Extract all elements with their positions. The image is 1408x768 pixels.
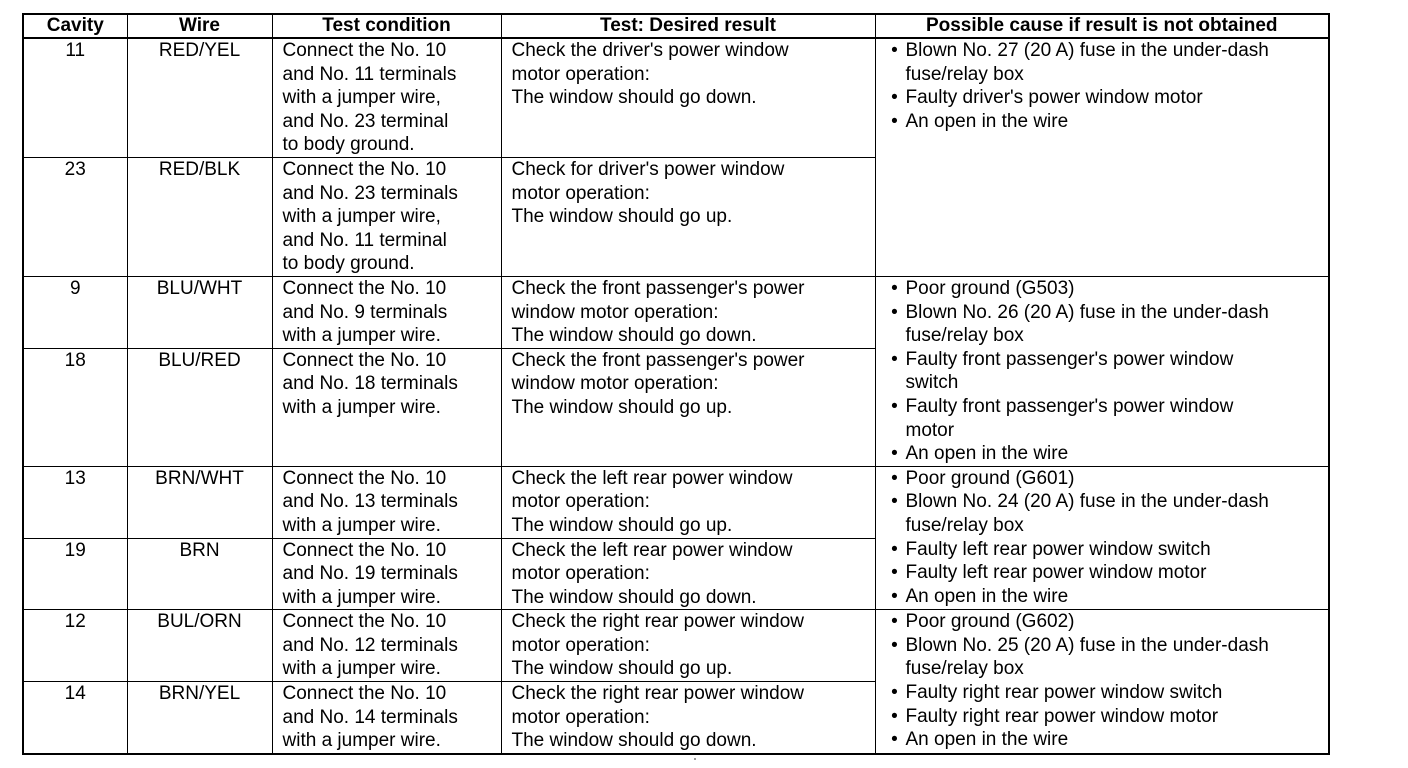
condition-cell <box>272 38 501 157</box>
bullet-icon: • <box>891 40 898 61</box>
cause-text: Faulty front passenger's power window motor <box>905 395 1234 441</box>
bullet-icon: • <box>891 538 898 560</box>
condition-text: Connect the No. 10 and No. 13 terminals with a jumper wire. <box>282 467 458 536</box>
result-text: The window should go down. <box>511 325 757 347</box>
condition-text: Connect the No. 10 and No. 9 terminals with a jumper wire. <box>282 277 448 347</box>
bullet-icon: • <box>891 348 898 370</box>
condition-text: Connect the No. 10 and No. 18 terminals with a jumper wire. <box>282 349 458 418</box>
cavity-cell: 18 <box>23 348 127 466</box>
condition-cell <box>272 466 501 538</box>
cavity-cell: 9 <box>23 276 127 348</box>
condition-text: Connect the No. 10 and No. 23 terminals with a jumper wire, and No. 11 terminal to body ground. <box>282 158 458 275</box>
desired-result-cell <box>501 610 875 682</box>
bullet-icon: • <box>891 87 898 109</box>
cavity-cell: 23 <box>23 157 127 276</box>
list-item <box>888 395 1329 442</box>
list-item <box>888 86 1329 110</box>
check-text: Check the right rear power window motor operation: <box>511 611 805 656</box>
cavity-cell: 14 <box>23 682 127 754</box>
check-text: Check the front passenger's power window motor operation: <box>511 349 805 395</box>
check-text: Check the right rear power window motor operation: <box>511 683 805 728</box>
condition-cell <box>272 682 501 754</box>
condition-cell <box>272 348 501 466</box>
result-text: The window should go up. <box>511 514 733 536</box>
list-item <box>888 610 1329 634</box>
desired-result-cell <box>501 157 875 276</box>
bullet-icon: • <box>891 634 898 656</box>
cause-text: An open in the wire <box>905 729 1069 751</box>
list-item <box>888 467 1329 491</box>
condition-cell <box>272 538 501 610</box>
wire-cell: BUL/ORN <box>127 610 272 682</box>
result-text: The window should go down. <box>511 730 757 752</box>
wire-cell: BRN <box>127 538 272 610</box>
cause-text: Faulty left rear power window motor <box>905 562 1207 584</box>
desired-result-cell <box>501 538 875 610</box>
wire-cell: BRN/WHT <box>127 466 272 538</box>
wire-cell: BLU/WHT <box>127 276 272 348</box>
result-text: The window should go up. <box>511 396 733 418</box>
header-possible-cause: Possible cause if result is not obtained <box>875 14 1329 38</box>
bullet-icon: • <box>891 611 898 633</box>
cause-text: Poor ground (G602) <box>905 611 1075 633</box>
cause-list <box>888 39 1329 133</box>
list-item <box>888 110 1329 134</box>
cause-text: An open in the wire <box>905 443 1069 465</box>
check-text: Check for driver's power window motor operation: <box>511 158 785 204</box>
bullet-icon: • <box>891 467 898 489</box>
cause-cell <box>875 466 1329 610</box>
condition-text: Connect the No. 10 and No. 12 terminals with a jumper wire. <box>282 611 458 680</box>
cause-text: Blown No. 26 (20 A) fuse in the under-dash fuse/relay box <box>905 301 1269 347</box>
cause-text: Faulty front passenger's power window switch <box>905 348 1234 394</box>
condition-text: Connect the No. 10 and No. 19 terminals with a jumper wire. <box>282 539 458 608</box>
cause-text: Faulty right rear power window motor <box>905 705 1219 727</box>
desired-result-cell <box>501 276 875 348</box>
list-item <box>888 561 1329 585</box>
condition-text: Connect the No. 10 and No. 14 terminals with a jumper wire. <box>282 683 458 752</box>
cause-text: An open in the wire <box>905 585 1069 607</box>
bullet-icon: • <box>891 277 898 299</box>
list-item <box>888 705 1329 729</box>
scan-speck <box>694 758 696 760</box>
cause-text: Faulty left rear power window switch <box>905 538 1211 560</box>
condition-cell <box>272 610 501 682</box>
bullet-icon: • <box>891 395 898 417</box>
bullet-icon: • <box>891 729 898 751</box>
cavity-cell: 19 <box>23 538 127 610</box>
bullet-icon: • <box>891 110 898 132</box>
bullet-icon: • <box>891 562 898 584</box>
cause-cell <box>875 276 1329 466</box>
result-text: The window should go down. <box>511 87 757 109</box>
list-item <box>888 490 1329 537</box>
desired-result-cell <box>501 38 875 157</box>
check-text: Check the left rear power window motor operation: <box>511 539 793 585</box>
cause-cell <box>875 38 1329 276</box>
desired-result-cell <box>501 348 875 466</box>
desired-result-cell <box>501 682 875 754</box>
table-row <box>23 610 1329 682</box>
table-row <box>23 276 1329 348</box>
list-item <box>888 277 1329 301</box>
bullet-icon: • <box>891 585 898 607</box>
header-cavity: Cavity <box>23 14 127 38</box>
cause-text: Poor ground (G503) <box>905 277 1075 299</box>
table-row <box>23 38 1329 157</box>
result-text: The window should go up. <box>511 658 733 680</box>
cavity-cell: 11 <box>23 38 127 157</box>
condition-cell <box>272 157 501 276</box>
bullet-icon: • <box>891 705 898 727</box>
wire-cell: RED/BLK <box>127 157 272 276</box>
bullet-icon: • <box>891 443 898 465</box>
list-item <box>888 442 1329 466</box>
cause-list <box>888 610 1329 752</box>
cause-text: Blown No. 27 (20 A) fuse in the under-dash fuse/relay box <box>905 40 1269 85</box>
cause-cell <box>875 610 1329 754</box>
list-item <box>888 301 1329 348</box>
list-item <box>888 585 1329 609</box>
list-item <box>888 348 1329 395</box>
header-wire: Wire <box>127 14 272 38</box>
result-text: The window should go down. <box>511 586 757 608</box>
list-item <box>888 634 1329 681</box>
cause-text: An open in the wire <box>905 110 1069 132</box>
wire-cell: BRN/YEL <box>127 682 272 754</box>
cavity-cell: 12 <box>23 610 127 682</box>
cause-text: Blown No. 25 (20 A) fuse in the under-dash fuse/relay box <box>905 634 1269 680</box>
check-text: Check the left rear power window motor operation: <box>511 467 793 513</box>
desired-result-cell <box>501 466 875 538</box>
condition-cell <box>272 276 501 348</box>
wire-cell: RED/YEL <box>127 38 272 157</box>
list-item <box>888 39 1329 86</box>
cause-list <box>888 277 1329 466</box>
cause-list <box>888 467 1329 609</box>
table-row <box>23 466 1329 538</box>
bullet-icon: • <box>891 301 898 323</box>
power-window-test-table <box>22 13 1330 755</box>
list-item <box>888 538 1329 562</box>
wire-cell: BLU/RED <box>127 348 272 466</box>
cause-text: Blown No. 24 (20 A) fuse in the under-dash fuse/relay box <box>905 491 1269 536</box>
cause-text: Faulty right rear power window switch <box>905 682 1223 704</box>
header-row <box>23 14 1329 38</box>
cause-text: Poor ground (G601) <box>905 467 1075 489</box>
list-item <box>888 681 1329 705</box>
check-text: Check the driver's power window motor operation: <box>511 40 789 85</box>
condition-text: Connect the No. 10 and No. 11 terminals with a jumper wire, and No. 23 terminal to body ground. <box>282 40 457 156</box>
cavity-cell: 13 <box>23 466 127 538</box>
bullet-icon: • <box>891 491 898 513</box>
result-text: The window should go up. <box>511 206 733 228</box>
header-desired-result: Test: Desired result <box>501 14 875 38</box>
check-text: Check the front passenger's power window motor operation: <box>511 277 805 323</box>
header-test-condition: Test condition <box>272 14 501 38</box>
list-item <box>888 728 1329 752</box>
bullet-icon: • <box>891 682 898 704</box>
cause-text: Faulty driver's power window motor <box>905 87 1203 109</box>
